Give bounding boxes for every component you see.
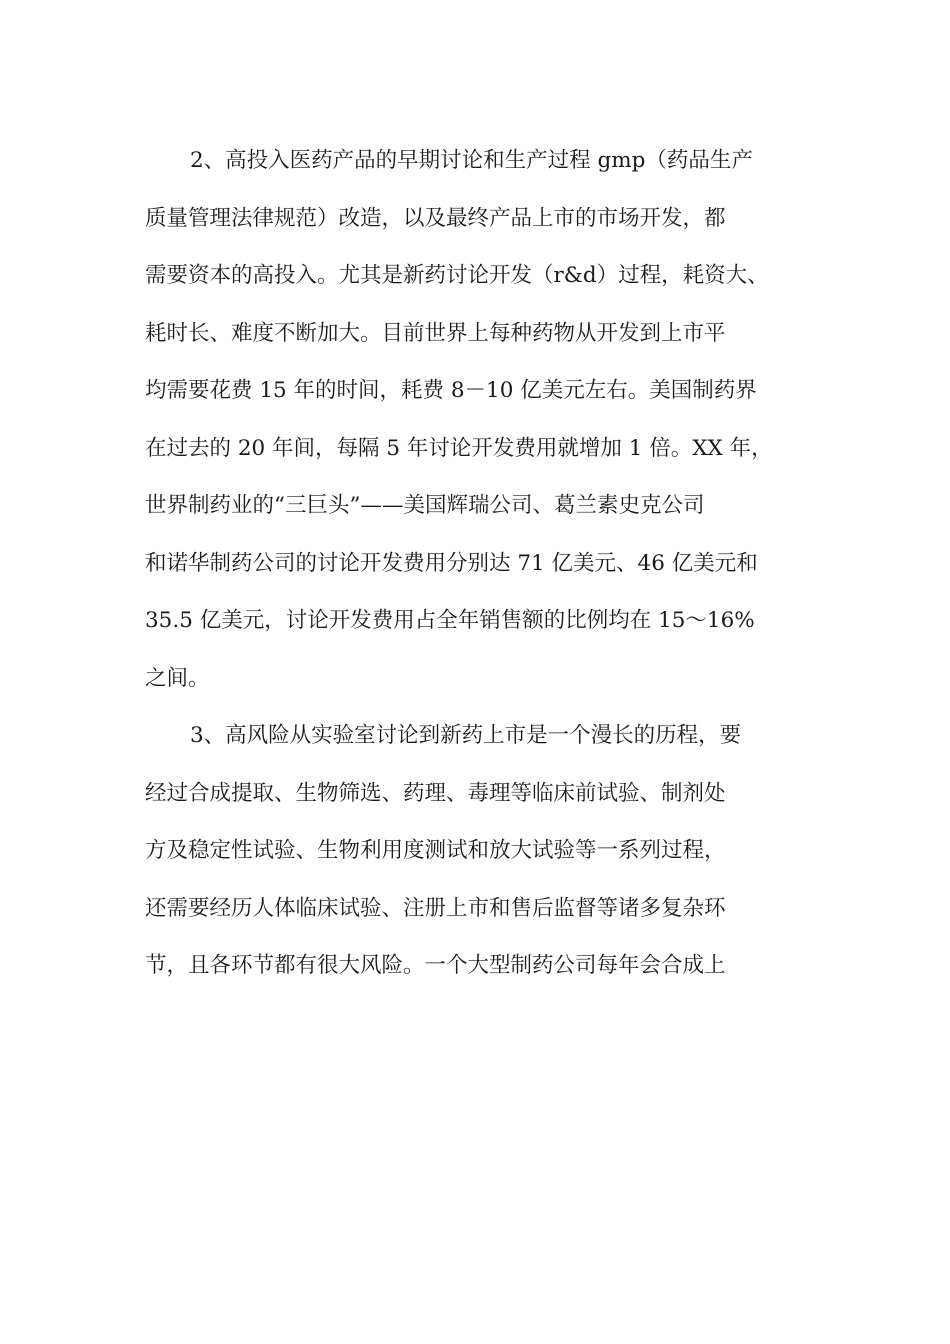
text-line: 耗时长、难度不断加大。目前世界上每种药物从开发到上市平 — [145, 320, 726, 346]
text-line: 和诺华制药公司的讨论开发费用分别达 71 亿美元、46 亿美元和 — [145, 550, 758, 576]
text-line: 3、高风险从实验室讨论到新药上市是一个漫长的历程，要 — [190, 723, 742, 748]
text-line: 质量管理法律规范）改造，以及最终产品上市的市场开发，都 — [145, 205, 726, 231]
text-line: 35.5 亿美元，讨论开发费用占全年销售额的比例均在 15～16% — [145, 608, 755, 633]
text-line: 经过合成提取、生物筛选、药理、毒理等临床前试验、制剂处 — [145, 780, 726, 806]
text-line: 之间。 — [145, 665, 210, 691]
text-line: 需要资本的高投入。尤其是新药讨论开发（r&d）过程，耗资大、 — [145, 263, 769, 288]
text-line: 均需要花费 15 年的时间，耗费 8－10 亿美元左右。美国制药界 — [145, 378, 757, 403]
text-line: 方及稳定性试验、生物利用度测试和放大试验等一系列过程， — [145, 838, 726, 863]
text-line: 世界制药业的“三巨头”——美国辉瑞公司、葛兰素史克公司 — [145, 493, 705, 518]
document-body — [145, 132, 825, 995]
text-line: 在过去的 20 年间，每隔 5 年讨论开发费用就增加 1 倍。XX 年， — [145, 435, 773, 461]
text-line: 2、高投入医药产品的早期讨论和生产过程 gmp（药品生产 — [190, 148, 753, 173]
text-line: 还需要经历人体临床试验、注册上市和售后监督等诸多复杂环 — [145, 895, 726, 921]
paragraph-high-risk — [145, 707, 825, 995]
paragraph-high-investment — [145, 132, 825, 707]
text-line: 节，且各环节都有很大风险。一个大型制药公司每年会合成上 — [145, 953, 726, 978]
